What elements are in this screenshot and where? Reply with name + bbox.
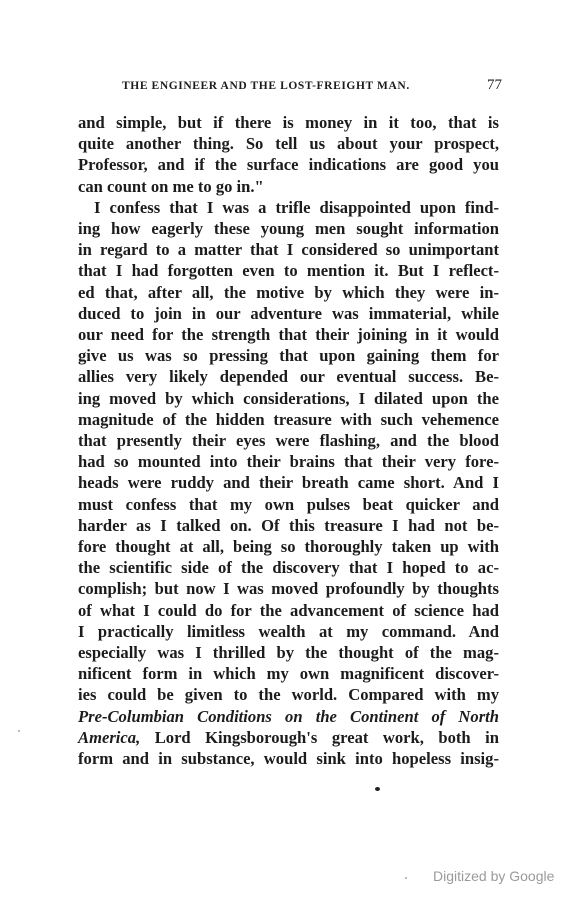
text-line: heads were ruddy and their breath came short. And I — [78, 473, 499, 493]
text-line: and simple, but if there is money in it too, that is — [78, 113, 499, 132]
text-line: can count on me to go in." — [78, 176, 264, 196]
text-line-rest: Lord Kingsborough's great work, both in — [140, 727, 499, 747]
text-line: I confess that I was a trifle disappointed upon find- — [94, 197, 499, 217]
italic-title-text: Pre-Columbian Conditions on the Continent of North — [78, 706, 499, 726]
text-line: Professor, and if the surface indications are good you — [78, 155, 499, 175]
text-line: the scientific side of the discovery that I hoped to ac- — [78, 558, 499, 578]
running-header — [122, 77, 502, 93]
ink-mark — [375, 787, 380, 791]
text-line: nificent form in which my own magnificent discover- — [78, 664, 499, 684]
italic-title-end: America, — [78, 727, 141, 747]
text-line: complish; but now I was moved profoundly by thoughts — [78, 579, 499, 599]
text-line: our need for the strength that their joining in it would — [78, 325, 499, 345]
scan-speck — [18, 730, 20, 732]
text-line: ed that, after all, the motive by which they were in- — [78, 282, 499, 302]
text-line: in regard to a matter that I considered so unimportant — [78, 240, 499, 260]
text-line: allies very likely depended our eventual success. Be- — [78, 367, 499, 387]
text-line: of what I could do for the advancement of science had — [78, 600, 499, 620]
page-number: 77 — [487, 77, 502, 93]
body-text — [78, 112, 499, 769]
text-line: form and in substance, would sink into hopeless insig- — [78, 749, 499, 769]
text-line: ing moved by which considerations, I dilated upon the — [78, 388, 499, 408]
text-line: ing how eagerly these young men sought information — [78, 219, 499, 239]
text-line: especially was I thrilled by the thought of the mag- — [78, 643, 499, 663]
text-line: that I had forgotten even to mention it. But I reflect- — [78, 261, 499, 281]
text-line: that presently their eyes were flashing, and the blood — [78, 431, 499, 451]
watermark: Digitized by Google — [433, 868, 555, 884]
text-line: fore thought at all, being so thoroughly taken up with — [78, 537, 499, 557]
text-line — [78, 727, 499, 748]
text-line: give us was so pressing that upon gaining them for — [78, 346, 499, 366]
text-line: I practically limitless wealth at my command. And — [78, 621, 499, 641]
text-line: had so mounted into their brains that their very fore- — [78, 452, 499, 472]
text-line: harder as I talked on. Of this treasure I had not be- — [78, 515, 499, 535]
text-line-italic-title — [78, 706, 499, 727]
text-line: magnitude of the hidden treasure with such vehemence — [78, 409, 499, 429]
text-line: quite another thing. So tell us about your prospect, — [78, 134, 499, 154]
running-title: THE ENGINEER AND THE LOST-FREIGHT MAN. — [122, 80, 410, 92]
text-line: duced to join in our adventure was immaterial, while — [78, 303, 499, 323]
text-line: ies could be given to the world. Compared with my — [78, 685, 499, 705]
scan-speck — [405, 877, 407, 879]
text-line: must confess that my own pulses beat quicker and — [78, 494, 499, 514]
